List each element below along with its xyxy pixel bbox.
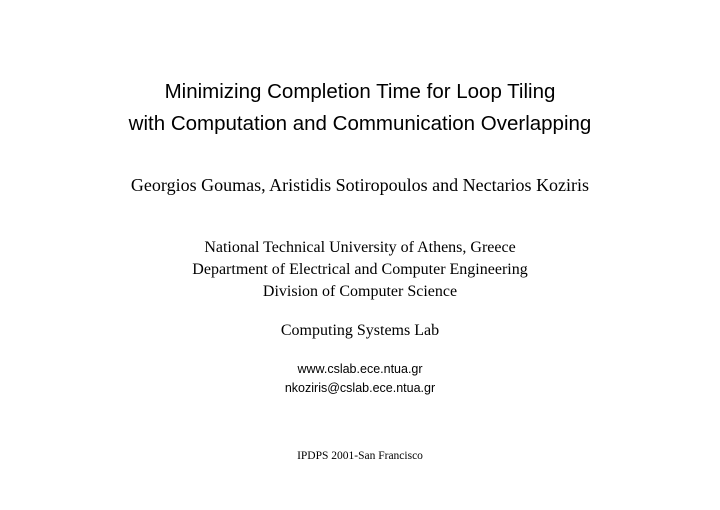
conference-footer: IPDPS 2001-San Francisco — [297, 450, 423, 462]
email-link[interactable]: nkoziris@cslab.ece.ntua.gr — [284, 381, 436, 395]
affiliation-university: National Technical University of Athens, Greece — [204, 239, 516, 256]
affiliation-division: Division of Computer Science — [262, 283, 458, 300]
lab-name: Computing Systems Lab — [280, 322, 440, 339]
website-link[interactable]: www.cslab.ece.ntua.gr — [297, 362, 423, 376]
title-line-1: Minimizing Completion Time for Loop Tiling — [164, 80, 556, 103]
authors: Georgios Goumas, Aristidis Sotiropoulos and Nectarios Koziris — [130, 175, 590, 195]
title-line-2: with Computation and Communication Overlapping — [128, 112, 592, 135]
affiliation-department: Department of Electrical and Computer Engineering — [192, 261, 528, 278]
